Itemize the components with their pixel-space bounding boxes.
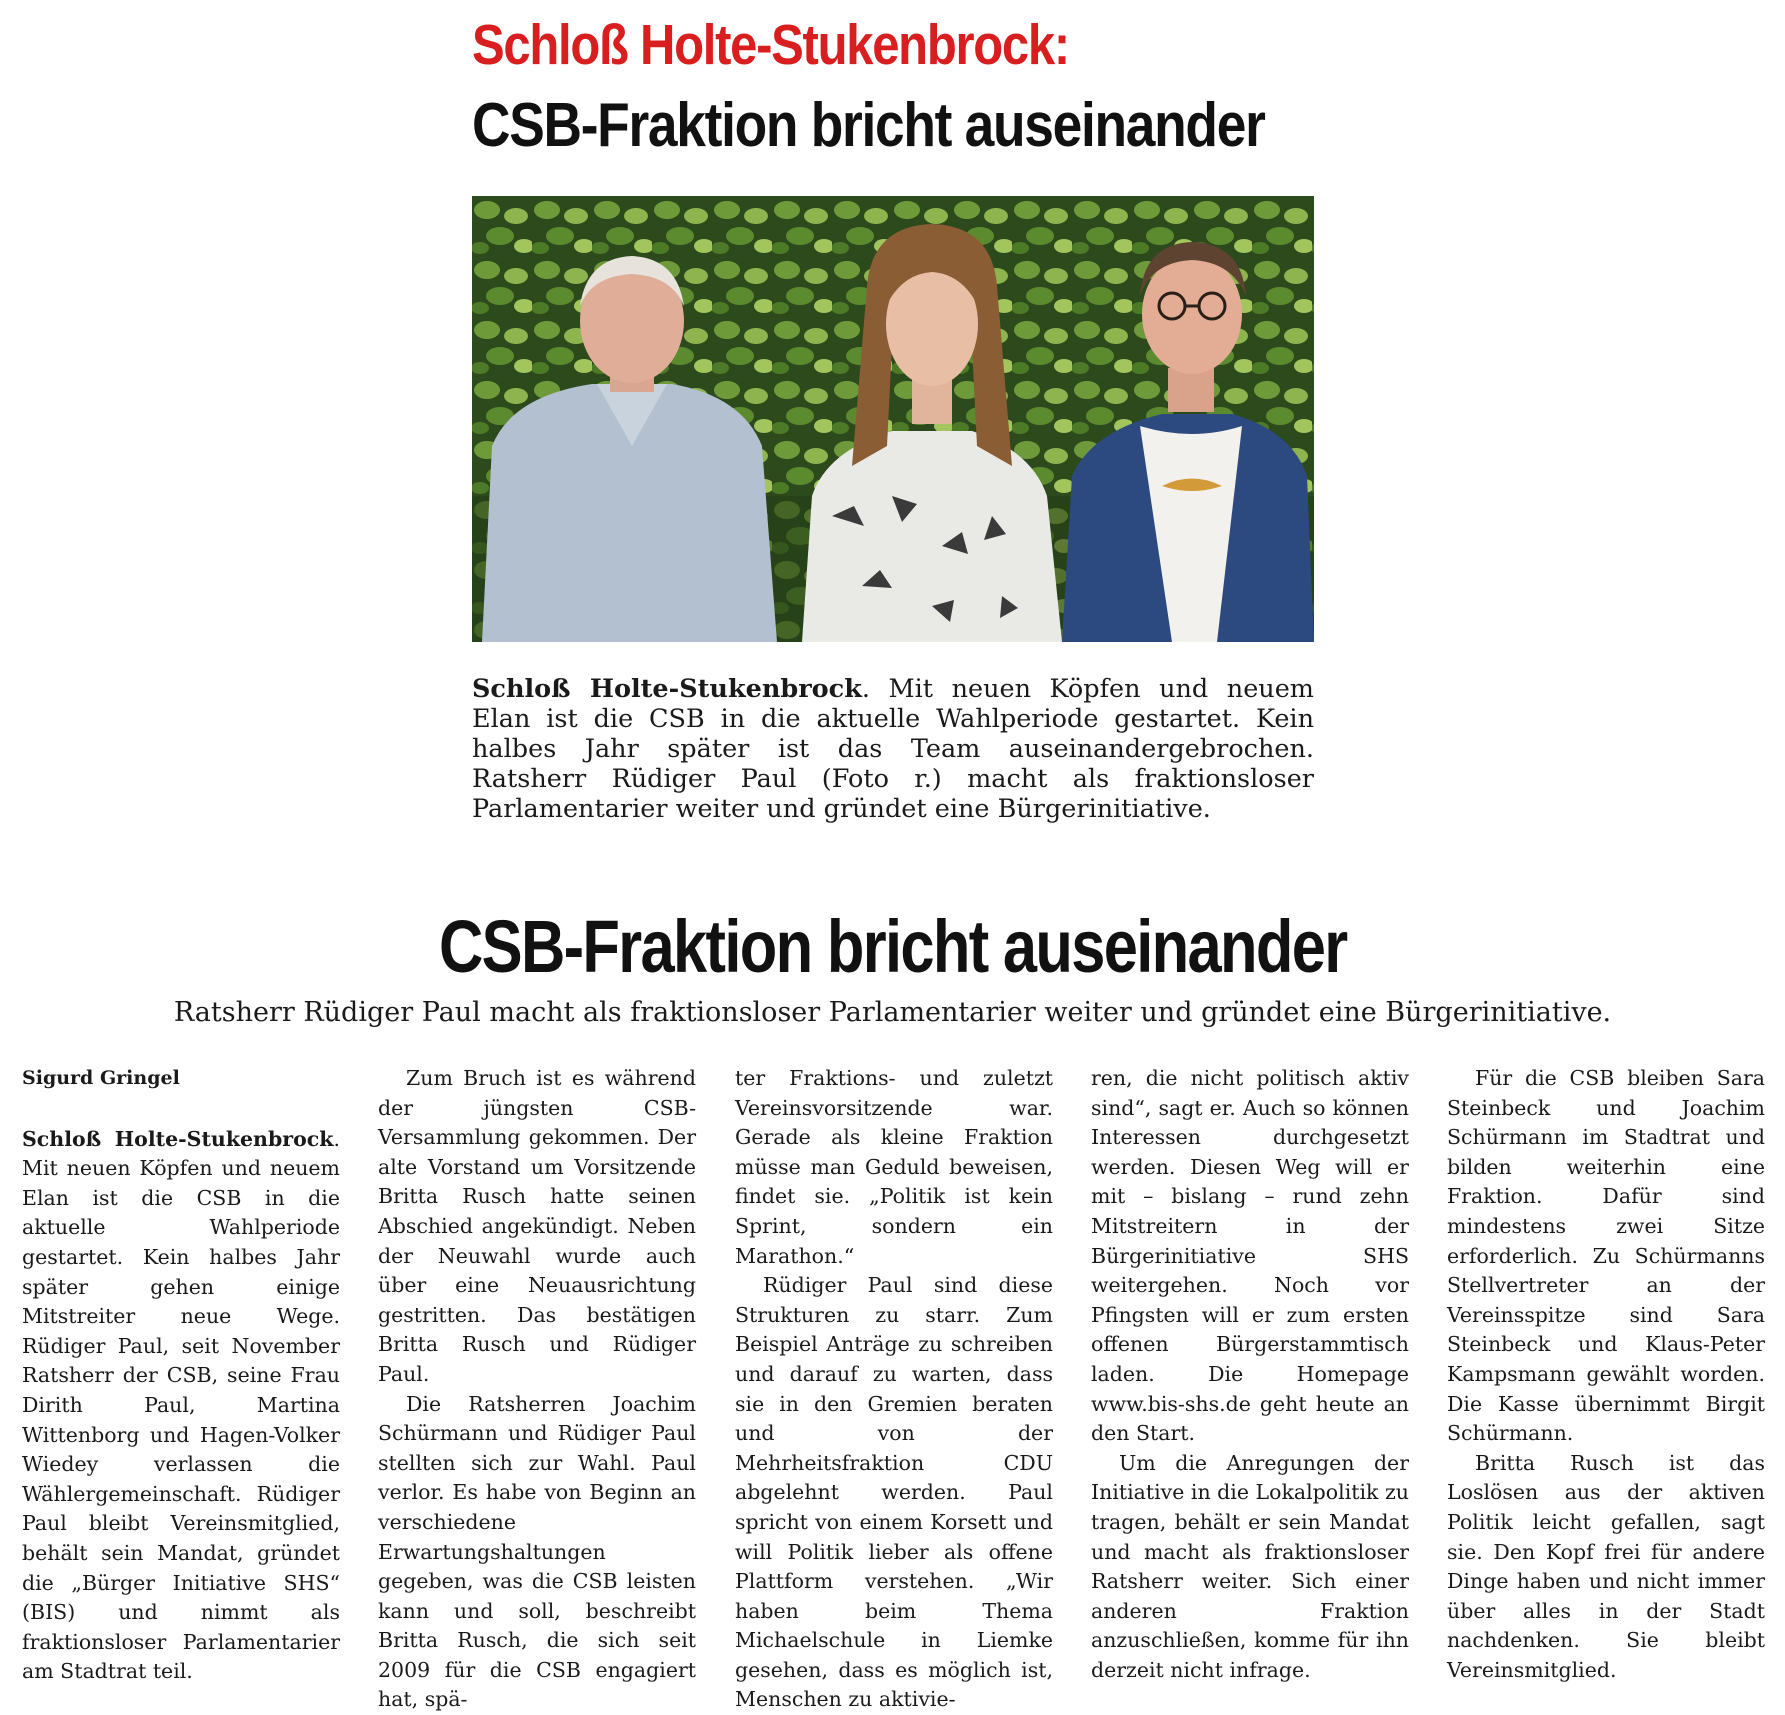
article-column-5 [1447,1064,1765,1685]
paragraph: Die Ratsherren Joachim Schürmann und Rüdiger Paul stellten sich zur Wahl. Paul verlor. Es habe von Beginn an verschiedene Erwartungshaltungen gegeben, was die CSB leisten kann und soll, beschreibt Britta Rusch, die sich seit 2009 für die CSB engagiert hat, spä- [378,1391,696,1712]
article-headline [0,904,1785,989]
article-column-4 [1091,1064,1409,1685]
article-column-1 [22,1064,340,1687]
paragraph-text: . Mit neuen Köpfen und neuem Elan ist die CSB in die aktuelle Wahlperiode gestartet. Kein halbes Jahr später gehen einige Mitstreiter neue Wege. Rüdiger Paul, seit November Ratsherr der CSB, seine Frau Dirith Paul, Martina Wittenborg und Hagen-Volker Wiedey verlassen die Wählergemeinschaft. Rüdiger Paul bleibt Vereinsmitglied, behält sein Mandat, gründet die „Bürger Initiative SHS“ (BIS) und nimmt als fraktionsloser Parlamentarier am Stadtrat teil. [22,1126,340,1684]
paragraph: Rüdiger Paul sind diese Strukturen zu starr. Zum Beispiel Anträge zu schreiben und darauf zu warten, dass sie in den Gremien beraten und von der Mehrheitsfraktion CDU abgelehnt werden. Paul spricht von einem Korsett und will Politik lieber als offene Plattform verstehen. „Wir haben beim Thema Michaelschule in Liemke gesehen, dass es möglich ist, Menschen zu aktivie- [735,1273,1053,1712]
paragraph: Britta Rusch ist das Loslösen aus der aktiven Politik leicht gefallen, sagt sie. Den Kopf frei für andere Dinge haben und nicht immer über alles in der Stadt nachdenken. Sie bleibt Vereinsmitglied. [1447,1450,1765,1682]
paragraph: Für die CSB bleiben Sara Steinbeck und Joachim Schürmann im Stadtrat und bilden weiterhin eine Fraktion. Dafür sind mindestens zwei Sitze erforderlich. Zu Schürmanns Stellvertreter an der Vereinsspitze sind Sara Steinbeck und Klaus-Peter Kampsmann gewählt worden. Die Kasse übernimmt Birgit Schürmann. [1447,1066,1765,1446]
teaser-body: . Mit neuen Köpfen und neuem Elan ist die CSB in die aktuelle Wahlperiode gestartet. Kein halbes Jahr später ist das Team auseinandergebrochen. Ratsherr Rüdiger Paul (Foto r.) macht als fraktionsloser Parlamentarier weiter und gründet eine Bürgerinitiative. [472,674,1314,824]
author-byline: Sigurd Gringel [22,1067,180,1089]
top-headline: CSB-Fraktion bricht auseinander [472,91,1265,160]
article-dateline: Schloß Holte-Stukenbrock [22,1126,334,1151]
paragraph: Um die Anregungen der Initiative in die Lokalpolitik zu tragen, behält er sein Mandat und macht als fraktionsloser Ratsherr weiter. Sich einer anderen Fraktion anzuschließen, komme für ihn derzeit nicht infrage. [1091,1450,1409,1682]
article-headline-text: CSB-Fraktion bricht auseinander [438,905,1347,988]
kicker: Schloß Holte-Stukenbrock: [472,13,1069,77]
paragraph [22,1125,340,1687]
paragraph: Zum Bruch ist es während der jüngsten CSB-Versammlung gekommen. Der alte Vorstand um Vorsitzende Britta Rusch hatte seinen Abschied angekündigt. Neben der Neuwahl wurde auch über eine Neuausrichtung gestritten. Das bestätigen Britta Rusch und Rüdiger Paul. [378,1066,696,1386]
article-photo [472,196,1314,642]
article-column-2 [378,1064,696,1715]
teaser-dateline: Schloß Holte-Stukenbrock [472,674,862,704]
article-subheadline: Ratsherr Rüdiger Paul macht als fraktionsloser Parlamentarier weiter und gründet eine Bürgerinitiative. [173,997,1612,1028]
paragraph: ter Fraktions- und zuletzt Vereinsvorsitzende war. Gerade als kleine Fraktion müsse man Geduld beweisen, findet sie. „Politik ist kein Sprint, sondern ein Marathon.“ [735,1066,1053,1268]
article-column-3 [735,1064,1053,1715]
teaser-text [472,674,1314,824]
paragraph: ren, die nicht politisch aktiv sind“, sagt er. Auch so können Interessen durchgesetzt werden. Diesen Weg will er mit – bislang – rund zehn Mitstreitern in der Bürgerinitiative SHS weitergehen. Noch vor Pfingsten will er zum ersten offenen Bürgerstammtisch laden. Die Homepage www.bis-shs.de geht heute an den Start. [1091,1066,1409,1446]
